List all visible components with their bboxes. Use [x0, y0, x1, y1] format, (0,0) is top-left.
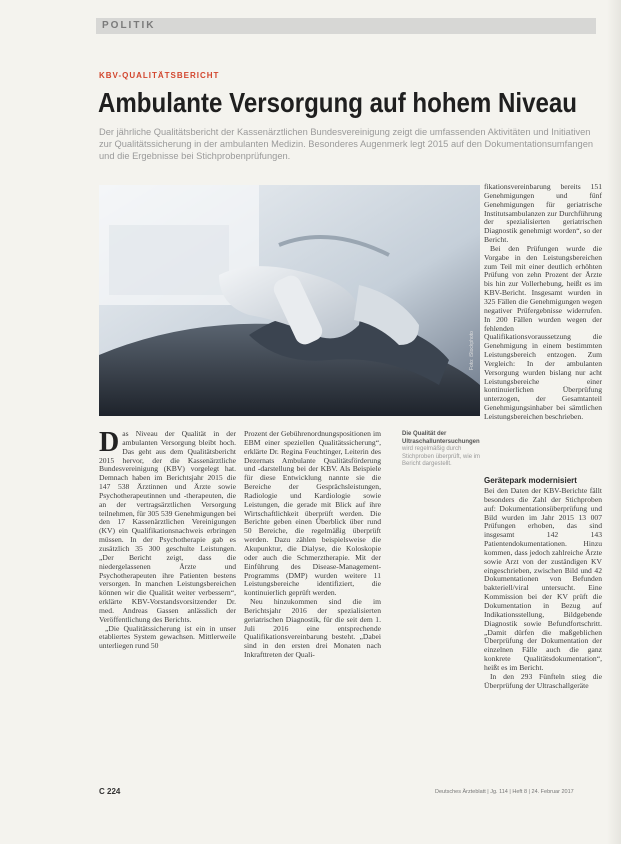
article-column-2: [244, 430, 381, 660]
section-bar: [96, 18, 596, 34]
column-1-paragraph-2: „Die Qualitätssicherung ist ein in unser etabliertes System gewachsen. Mittlerweile unterliegen rund 50: [99, 623, 236, 651]
kicker: KBV-QUALITÄTSBERICHT: [99, 71, 220, 80]
subheading: Gerätepark modernisiert: [484, 476, 577, 485]
photo-caption: [402, 431, 482, 469]
article-column-3: [484, 183, 602, 422]
caption-title: Die Qualität der Ultraschalluntersuchungen: [402, 431, 480, 445]
lead-paragraph: Der jährliche Qualitätsbericht der Kassenärztlichen Bundesvereinigung zeigt die umfassenden Aktivitäten und Initiativen zur Qualitätssicherung in der ambulanten Medizin. Besonderes Augenmerk legt 2015 auf den Dokumentationsumfangen und die Ergebnisse bei Stichprobenprüfungen.: [99, 127, 594, 161]
article-column-3-continued: [484, 487, 602, 690]
column-3b-paragraph-1: Bei den Daten der KBV-Berichte fällt besonders die Zahl der Stichproben auf: Dokumentationsüberprüfung und Bild wurden im Jahr 2015 13 007 Prüfungen erhoben, das sind insgesamt 142 143 Patientendokumentationen. Hinzu kommen, dass jedoch zahlreiche Ärzte sowie Arzt von der zuständigen KV eingeschrieben, zwischen Bild und 42 Dokumentationen von Befunden bakteriell/viral untersucht. Eine Kommission bei der KV prüft die Dokumentation in Bezug auf Indikationsstellung, Bildgebende Diagnostik sowie Befundfortschritt. „Damit dürfen die maßgeblichen Überprüfung der Dokumentation der einzelnen Fälle auch die ganz konkrete Qualitätsdokumentation“, heißt es im Bericht.: [484, 486, 602, 672]
column-3-paragraph-1: fikationsvereinbarung bereits 151 Genehmigungen und fünf Genehmigungen für geriatrische Institutsambulanzen zur Durchführung der spezialisierten geriatrischen Diagnostik genehmigt worden“, so der Bericht.: [484, 182, 602, 245]
section-label: POLITIK: [102, 20, 156, 31]
column-2-paragraph-2: Neu hinzukommen sind die im Berichtsjahr 2016 der spezialisierten geriatrischen Diagnostik, für die seit dem 1. Juli 2016 eine entsprechende Qualifikationsvereinbarung besteht. „Dabei sind in den ersten drei Monaten nach Inkrafttreten der Quali-: [244, 597, 381, 660]
page-number: C 224: [99, 787, 121, 796]
scan-edge: [607, 0, 621, 844]
column-3b-paragraph-2: In den 293 Fünfteln stieg die Überprüfung der Ultraschallgeräte: [484, 671, 602, 690]
column-3-paragraph-2: Bei den Prüfungen wurde die Vorgabe in den Leistungsbereichen zum Teil mit einer deutlich erhöhten Prüfung von zehn Prozent der Ärzte bis hin zur Vollerhebung, heißt es im KBV-Bericht. Insgesamt wurden in 325 Fällen die Genehmigungen wegen negativer Prüfergebnisse widerrufen. In 200 Fällen wurden wegen der fehlenden Qualifikationsvoraussetzung die Genehmigung in einem bestimmten Leistungsbereich entzogen. Zum Vergleich: In der ambulanten Versorgung wurden bislang nur acht Leistungsbereiche einer kontinuierlichen Überprüfung unterzogen, der Gesamtanteil Genehmigungsinhaber bei sämtlichen Leistungsbereichen beschrieben.: [484, 243, 602, 421]
caption-text: wird regelmäßig durch Stichproben überprüft, wie im Bericht dargestellt.: [402, 446, 481, 467]
drop-cap: D: [99, 427, 120, 458]
photo-credit: Foto: iStockphoto: [469, 331, 475, 370]
article-photo: [99, 185, 480, 416]
article-column-1: [99, 427, 236, 651]
ultrasound-photo-illustration: [99, 185, 480, 416]
column-2-paragraph-1: Prozent der Gebührenordnungspositionen im EBM einer speziellen Qualitätssicherung“, erklärte Dr. Regina Feuchtinger, Leiterin des Dezernats Ambulante Qualitätsförderung und -darstellung bei der KBV. Als Beispiele für diese Entwicklung nannte sie die Bereiche der Gesprächsleistungen, Radiologie und Kardiologie sowie Leistungen, die gerade mit Blick auf ihre Wirtschaftlichkeit überprüft werden. Die Berichte geben einen Überblick über rund 50 Bereiche, die regelmäßig überprüft werden. Dazu zählen beispielsweise die Akupunktur, die Dialyse, die Koloskopie oder auch die Schmerztherapie. Mit der Einführung des Disease-Management-Programms (DMP) wurden weitere 11 Leistungsbereiche identifiziert, die kontinuierlich geprüft werden.: [244, 429, 381, 598]
headline: Ambulante Versorgung auf hohem Niveau: [98, 87, 578, 118]
journal-footer: Deutsches Ärzteblatt | Jg. 114 | Heft 8 | 24. Februar 2017: [435, 789, 574, 795]
column-1-paragraph-1: as Niveau der Qualität in der ambulanten Versorgung bleibt hoch. Das geht aus dem Qualitätsbericht 2015 hervor, der die Kassenärztliche Bundesvereinigung (KBV) vorgelegt hat. Demnach haben im Berichtsjahr 2015 die 147 538 Ärztinnen und Ärzte sowie Psychotherapeutinnen und -therapeuten, die an der vertragsärztlichen Versorgung teilnehmen, für 305 539 Genehmigungen bei den 17 Kassenärztlichen Vereinigungen (KV) ein Qualifikationsnachweis erbringen müssen. In der Psychotherapie gab es zusätzlich 35 300 geschulte Leistungen. „Der Bericht zeigt, dass die niedergelassenen Ärzte und Psychotherapeuten ihre Patienten bestens versorgen. In manchen Leistungsbereichen können wir die Qualität weiter verbessern“, erklärte KBV-Vorstandsvorsitzender Dr. med. Andreas Gassen anlässlich der Veröffentlichung des Berichts.: [99, 429, 236, 624]
